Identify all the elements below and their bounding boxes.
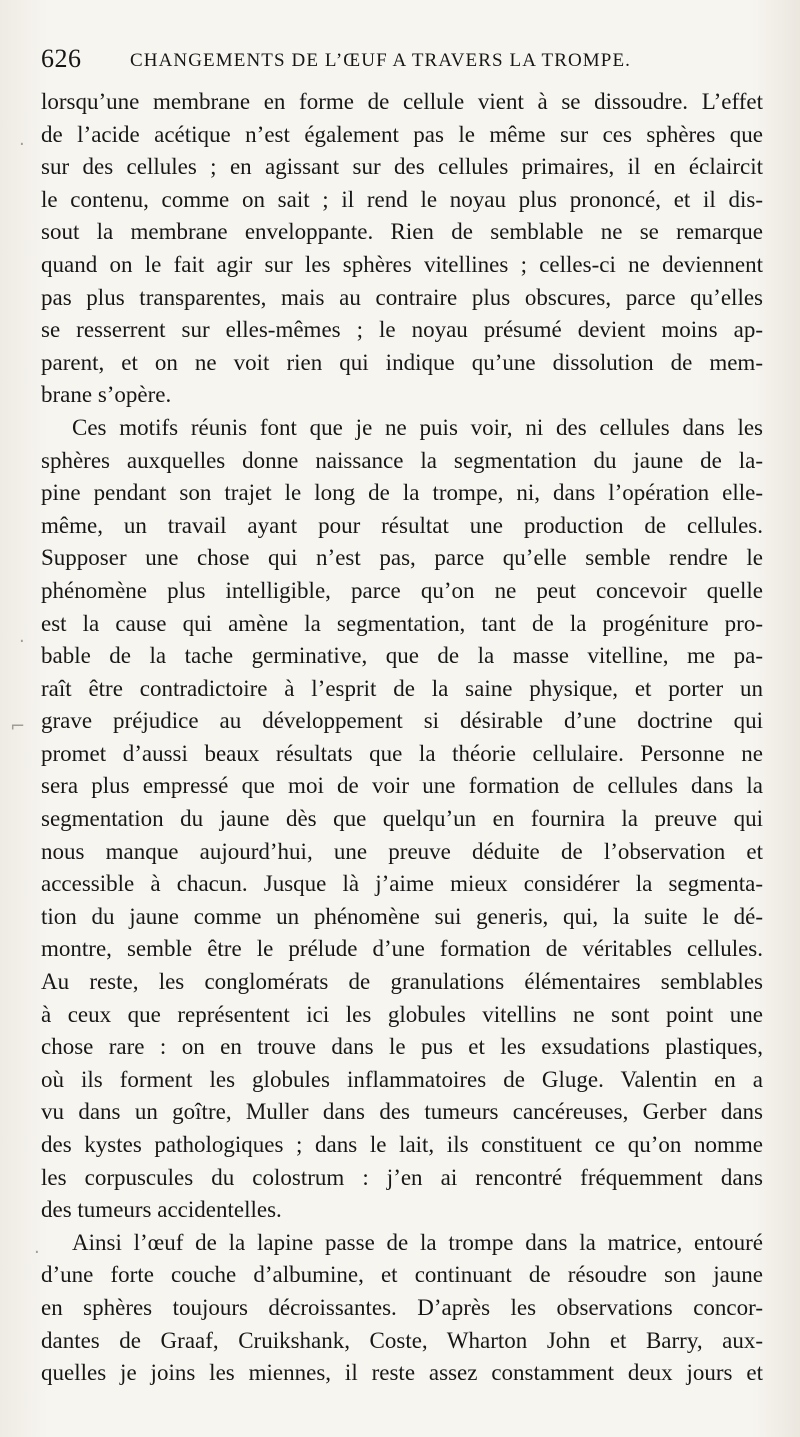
text-line: où ils forment les globules inflammatoires de Gluge. Valentin en a — [41, 1066, 763, 1092]
text-line: segmentation du jaune dès que quelqu’un en fournira la preuve qui — [41, 806, 763, 832]
text-line: sphères auxquelles donne naissance la segmentation du jaune de la- — [41, 447, 763, 473]
page-number: 626 — [41, 44, 82, 73]
text-line: Ces motifs réunis font que je ne puis voir, ni des cellules dans les — [72, 414, 763, 440]
margin-mark: ⌐ — [10, 716, 26, 737]
text-line: de l’acide acétique n’est également pas le même sur ces sphères que — [41, 121, 763, 147]
running-title: CHANGEMENTS DE L’ŒUF A TRAVERS LA TROMPE. — [130, 50, 632, 71]
text-line: est la cause qui amène la segmentation, tant de la progéniture pro- — [41, 610, 763, 636]
text-line: raît être contradictoire à l’esprit de la saine physique, et porter un — [41, 675, 763, 701]
text-line: sur des cellules ; en agissant sur des cellules primaires, il en éclaircit — [41, 154, 763, 180]
text-line: quand on le fait agir sur les sphères vitellines ; celles-ci ne deviennent — [41, 251, 763, 277]
text-line: sout la membrane enveloppante. Rien de semblable ne se remarque — [41, 219, 763, 245]
text-line: sera plus empressé que moi de voir une formation de cellules dans la — [41, 773, 763, 799]
text-line: même, un travail ayant pour résultat une production de cellules. — [41, 512, 763, 538]
text-line: accessible à chacun. Jusque là j’aime mieux considérer la segmenta- — [41, 871, 763, 897]
margin-mark: · — [19, 134, 25, 155]
text-line: brane s’opère. — [41, 382, 172, 408]
page-header — [41, 44, 761, 78]
text-line: dantes de Graaf, Cruikshank, Coste, Wharton John et Barry, aux- — [41, 1327, 763, 1353]
text-line: à ceux que représentent ici les globules vitellins ne sont point une — [41, 1001, 763, 1027]
text-line: Ainsi l’œuf de la lapine passe de la trompe dans la matrice, entouré — [72, 1229, 763, 1255]
text-line: d’une forte couche d’albumine, et continuant de résoudre son jaune — [41, 1262, 763, 1288]
text-line: quelles je joins les miennes, il reste assez constamment deux jours et — [41, 1360, 763, 1386]
text-line: chose rare : on en trouve dans le pus et les exsudations plastiques, — [41, 1034, 763, 1060]
text-line: grave préjudice au développement si désirable d’une doctrine qui — [41, 708, 763, 734]
text-line: parent, et on ne voit rien qui indique qu’une dissolution de mem- — [41, 349, 763, 375]
text-line: des tumeurs accidentelles. — [41, 1197, 282, 1223]
text-line: nous manque aujourd’hui, une preuve déduite de l’observation et — [41, 838, 763, 864]
body-text — [41, 86, 763, 1390]
text-line: pine pendant son trajet le long de la trompe, ni, dans l’opération elle- — [41, 480, 763, 506]
text-line: vu dans un goître, Muller dans des tumeurs cancéreuses, Gerber dans — [41, 1099, 763, 1125]
text-line: les corpuscules du colostrum : j’en ai rencontré fréquemment dans — [41, 1164, 763, 1190]
text-line: promet d’aussi beaux résultats que la théorie cellulaire. Personne ne — [41, 740, 763, 766]
text-line: le contenu, comme on sait ; il rend le noyau plus prononcé, et il dis- — [41, 186, 763, 212]
text-line: se resserrent sur elles-mêmes ; le noyau présumé devient moins ap- — [41, 317, 763, 343]
text-line: bable de la tache germinative, que de la masse vitelline, me pa- — [41, 643, 763, 669]
text-line: Au reste, les conglomérats de granulations élémentaires semblables — [41, 969, 763, 995]
margin-mark: · — [19, 631, 25, 652]
text-line: Supposer une chose qui n’est pas, parce qu’elle semble rendre le — [41, 545, 763, 571]
margin-mark: · — [34, 1242, 40, 1263]
text-line: des kystes pathologiques ; dans le lait, ils constituent ce qu’on nomme — [41, 1132, 763, 1157]
text-line: montre, semble être le prélude d’une formation de véritables cellules. — [41, 936, 763, 962]
text-line: lorsqu’une membrane en forme de cellule vient à se dissoudre. L’effet — [41, 89, 763, 114]
text-line: pas plus transparentes, mais au contraire plus obscures, parce qu’elles — [41, 284, 763, 310]
text-line: phénomène plus intelligible, parce qu’on ne peut concevoir quelle — [41, 577, 763, 603]
text-line: en sphères toujours décroissantes. D’après les observations concor- — [41, 1294, 763, 1320]
text-line: tion du jaune comme un phénomène sui generis, qui, la suite le dé- — [41, 903, 763, 929]
